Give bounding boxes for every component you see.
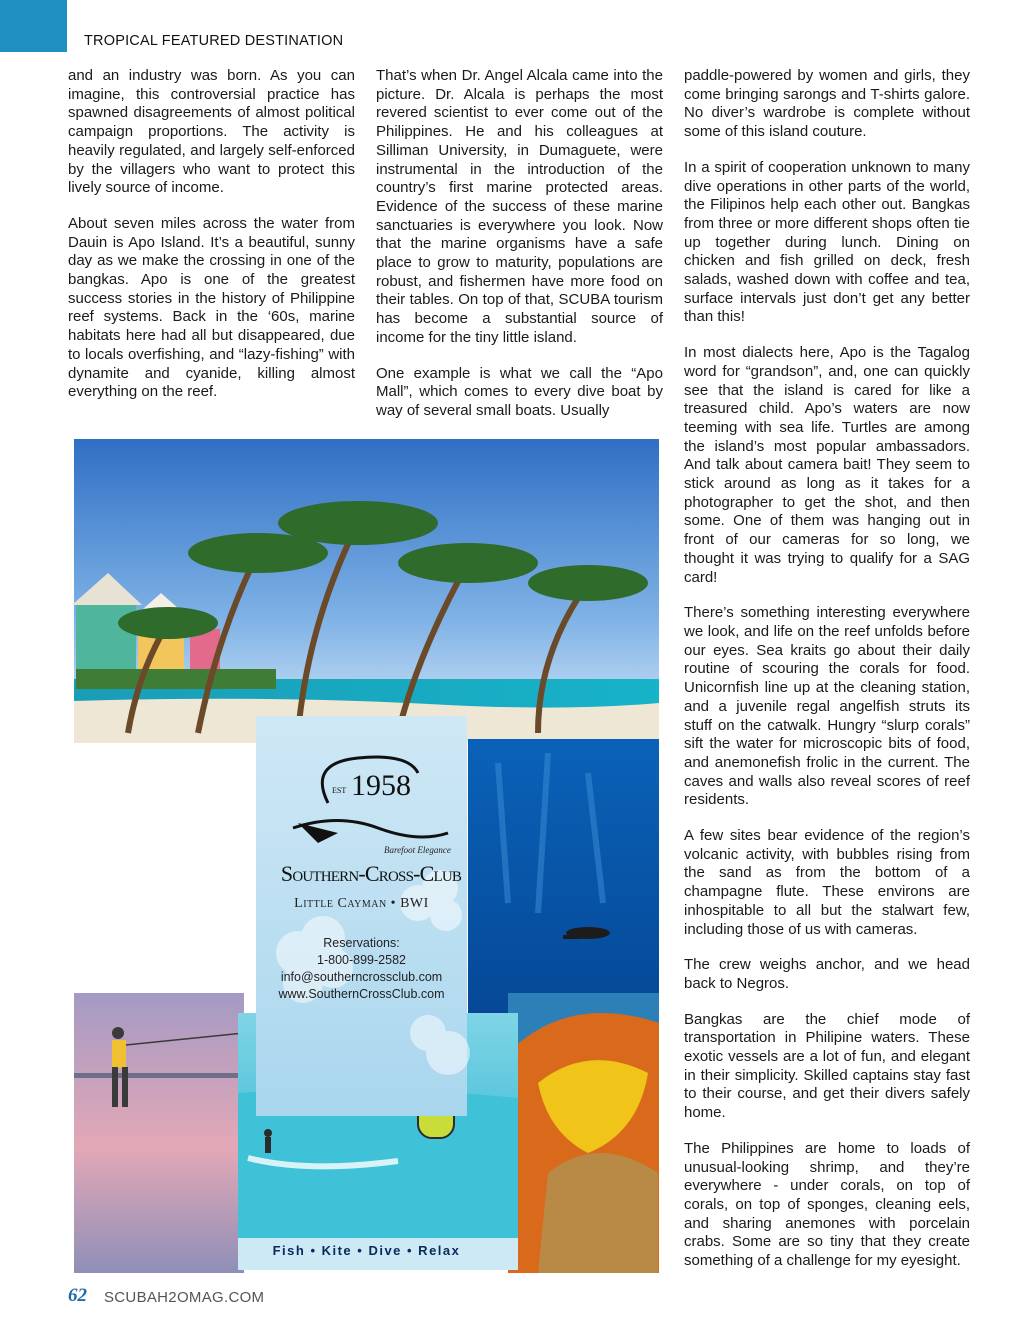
- paragraph: About seven miles across the water from Dauin is Apo Island. It’s a beautiful, sunny day as we make the crossing in one of the bangkas. Apo is one of the greatest success stories in the history of Philippine reef systems. Back in the ‘60s, marine habitats here had all but disappeared, due to locals overfishing, and “lazy-fishing” with dynamite and cyanide, killing almost everything on the reef.: [68, 214, 355, 401]
- ad-location: Little Cayman • BWI: [294, 896, 429, 911]
- ad-established-year: 1958: [351, 769, 411, 802]
- magazine-site-name: SCUBAH2OMAG.COM: [104, 1289, 265, 1306]
- article-column-1: [68, 67, 355, 419]
- paragraph: Bangkas are the chief mode of transportation in Philipine waters. These exotic vessels are a lot of fun, and elegant in their simplicity. Skilled captains stay fast to their course, and get their divers safely home.: [684, 1010, 970, 1122]
- ad-reservations-label: Reservations:: [323, 936, 400, 950]
- ad-club-name: Southern-Cross-Club: [280, 861, 462, 886]
- paragraph: and an industry was born. As you can imagine, this controversial practice has spawned disagreements of almost political campaign proportions. The activity is heavily regulated, and largely self-enforced by the villagers who want to protect this lively source of income.: [68, 67, 355, 197]
- section-header: TROPICAL FEATURED DESTINATION: [84, 33, 344, 49]
- paragraph: In a spirit of cooperation unknown to many dive operations in other parts of the world, the Filipinos help each other out. Bangkas from three or more different shops often tie up together during lunch. Dining on chicken and fish grilled on deck, fresh salads, washed down with coffee and tea, surface intervals just don’t get any better than this!: [684, 158, 970, 326]
- ad-email: info@southerncrossclub.com: [280, 970, 443, 984]
- page-number: 62: [68, 1285, 87, 1306]
- ad-info-card: [256, 716, 467, 1116]
- paragraph: That’s when Dr. Angel Alcala came into the picture. Dr. Alcala is perhaps the most revered scientist to ever come out of the Philippines. He and his colleagues at Silliman University, in Dumaguete, were instrumental in the introduction of the country’s first marine protected areas. Evidence of the success of these marine sanctuaries is everywhere you look. Now that the marine organisms have a safe place to grow to maturity, populations are robust, and fishermen have more food on their tables. On top of that, SCUBA tourism has become a substantial source of income for the tiny little island.: [376, 67, 663, 346]
- ad-est-label: EST: [332, 786, 347, 795]
- paragraph: A few sites bear evidence of the region’s volcanic activity, with bubbles rising from the sand as from the bottom of a champagne flute. These environs are inhospitable to all but the stalwart few, including those of us with cameras.: [684, 827, 970, 938]
- paragraph: The crew weighs anchor, and we head back to Negros.: [684, 956, 970, 992]
- paragraph: One example is what we call the “Apo Mall”, which comes to every dive boat by way of several small boats. Usually: [376, 364, 663, 419]
- ad-tagline: Barefoot Elegance: [384, 845, 451, 855]
- article-column-3: [684, 67, 970, 1288]
- ad-phone: 1-800-899-2582: [317, 953, 406, 967]
- paragraph: paddle-powered by women and girls, they come bringing sarongs and T-shirts galore. No diver’s wardrobe is complete without some of this island couture.: [684, 67, 970, 141]
- paragraph: In most dialects here, Apo is the Tagalog word for “grandson”, and, one can quickly see that the island is cared for like a treasured child. Apo’s waters are now teeming with sea life. Turtles are among the island’s most popular ambassadors. And talk about camera bait! They seem to stick around as long as it takes for a photographer to get the shot, and then some. One of them was hanging out in front of our cameras for so long, we thought it was trying to qualify for a SAG card!: [684, 344, 970, 586]
- southern-cross-club-ad: [68, 433, 665, 1276]
- paragraph: The Philippines are home to loads of unusual-looking shrimp, and they’re everywhere - under corals, on top of corals, on top of sponges, cleaning eels, and sharing anemones with porcelain crabs. Some are so tiny that they create something of a challenge for my eyesight.: [684, 1139, 970, 1270]
- corner-accent-tab: [0, 0, 67, 52]
- paragraph: There’s something interesting everywhere we look, and life on the reef unfolds before our eyes. Sea kraits go about their daily routine of scouring the corals for food. Unicornfish line up at the cleaning station, and a juvenile regal angelfish struts its stuff on the catwalk. Hungry “slurp corals” sift the water for microscopic bits of food, and anemonefish frolic in the current. The caves and walls also reveal scores of reef residents.: [684, 604, 970, 809]
- article-column-2: [376, 67, 663, 438]
- ad-footer-slogan: Fish • Kite • Dive • Relax: [272, 1243, 461, 1258]
- ad-website: www.SouthernCrossClub.com: [278, 987, 445, 1001]
